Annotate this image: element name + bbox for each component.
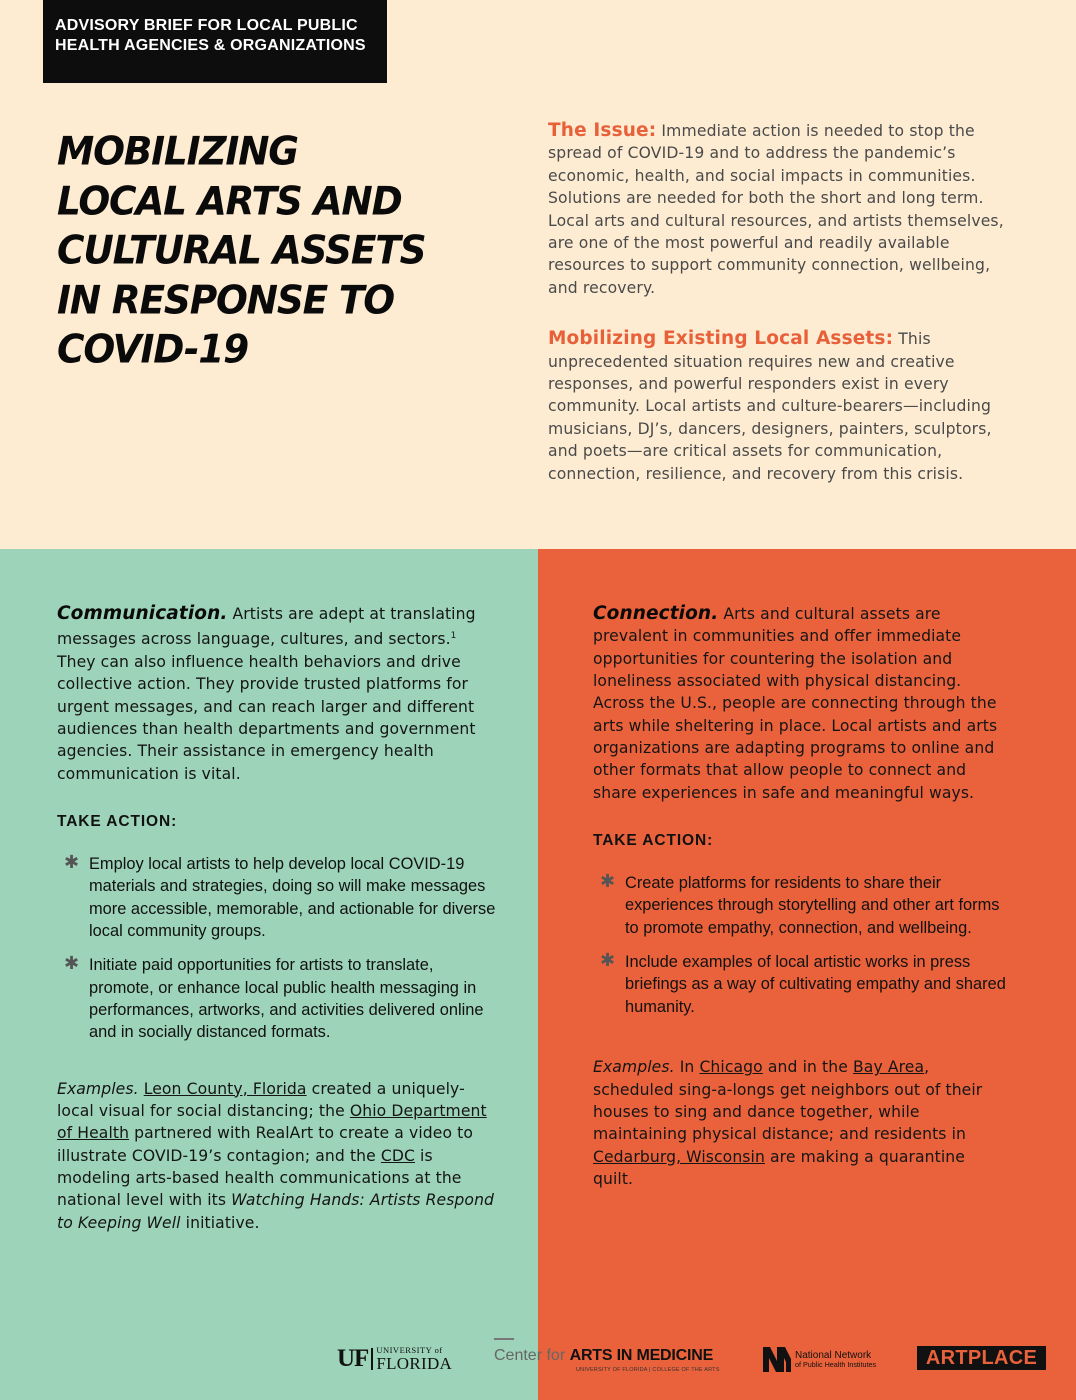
title-line: IN RESPONSE TO (57, 276, 394, 323)
title-line: LOCAL ARTS AND (57, 177, 402, 224)
page-title (57, 126, 497, 374)
communication-paragraph (57, 603, 497, 785)
link-ohio-department-of-health[interactable]: Ohio Department of Health (57, 1102, 487, 1143)
intro-section (548, 120, 1008, 485)
connection-examples (593, 1056, 1008, 1190)
title-line: MOBILIZING (57, 128, 298, 174)
examples-text: created a uniquely-local visual for social distancing; the (57, 1079, 465, 1121)
nnphi-wordmark (795, 1350, 876, 1369)
examples-text: are making a quarantine quilt. (593, 1147, 965, 1188)
title-line: CULTURAL ASSETS (57, 227, 426, 273)
assets-lead: Mobilizing Existing Local Assets: (548, 328, 894, 350)
footnote-marker: 1 (450, 631, 457, 642)
communication-lead: Communication. (57, 603, 228, 624)
action-text: Create platforms for residents to share their experiences through storytelling and other art forms to promote empathy, connection, and wellbeing. (625, 874, 1000, 937)
action-text: Employ local artists to help develop local COVID-19 materials and strategies, doing so will make messages more accessible, memorable, and actionable for diverse local community groups. (89, 854, 496, 940)
nnphi-line-2: of Public Health Institutes (795, 1359, 877, 1369)
aim-wordmark (494, 1345, 713, 1365)
examples-label: Examples. (593, 1058, 675, 1077)
communication-text: Artists are adept at translating messages across language, cultures, and sectors. (57, 605, 476, 649)
advisory-banner (43, 0, 387, 83)
examples-text: In (674, 1058, 700, 1077)
aim-bold-text: ARTS IN MEDICINE (569, 1347, 714, 1364)
examples-text: initiative. (180, 1213, 260, 1232)
initiative-name: Watching Hands: Artists Respond to Keeping Well (57, 1191, 495, 1232)
connection-paragraph (593, 603, 1008, 804)
take-action-heading: TAKE ACTION: (57, 812, 178, 830)
issue-text: Immediate action is needed to stop the spread of COVID-19 and to address the pandemic’s economic, health, and social impacts in communities. Solutions are needed for both the short and long term. Local arts and cultural resources, and artists themselves, are one of the most powerful and readily available resources to support community connection, wellbeing, and recovery. (548, 122, 1004, 297)
examples-text: is modeling arts-based health communications at the national level with its (57, 1146, 462, 1210)
list-item (57, 954, 497, 1043)
assets-paragraph (548, 328, 1008, 485)
list-item (593, 872, 1008, 939)
assets-text: This unprecedented situation requires new and creative responses, and powerful responders exist in every community. Local artists and culture-bearers—including musicians, DJ’s, dancers, designers, painters, sculptors, and poets—are critical assets for communication, connection, resilience, and recovery from this crisis. (548, 330, 992, 483)
uf-logo (337, 1341, 452, 1377)
action-text: Initiate paid opportunities for artists to translate, promote, or enhance local public health messaging in performances, artworks, and activities delivered online and in socially distanced formats. (89, 956, 484, 1042)
examples-text: , scheduled sing-a-longs get neighbors out of their houses to sing and dance together, while maintaining physical distance; and residents in (593, 1058, 983, 1144)
examples-text: and in the (762, 1058, 853, 1077)
link-cedarburg-wisconsin[interactable]: Cedarburg, Wisconsin (593, 1147, 765, 1166)
banner-line: ADVISORY BRIEF FOR LOCAL PUBLIC (55, 17, 358, 34)
asterisk-bullet-icon: ✱ (600, 950, 616, 971)
action-text: Include examples of local artistic works in press briefings as a way of cultivating empathy and shared humanity. (625, 953, 1006, 1016)
nnphi-mark-icon (762, 1345, 792, 1373)
asterisk-bullet-icon: ✱ (64, 953, 80, 974)
examples-label: Examples. (57, 1079, 139, 1098)
aim-subline: UNIVERSITY OF FLORIDA | COLLEGE OF THE ARTS (576, 1367, 720, 1373)
arts-in-medicine-logo (494, 1338, 734, 1374)
title-line: COVID-19 (57, 326, 249, 372)
connection-action-list (593, 872, 1008, 1018)
logo-divider (371, 1348, 373, 1370)
connection-text: Arts and cultural assets are prevalent in communities and offer immediate opportunities for countering the isolation and loneliness associated with physical distancing. Across the U.S., people are connecting through the arts while sheltering in place. Local artists and arts organizations are adapting programs to online and other formats that allow people to connect and share experiences in safe and meaningful ways. (593, 605, 998, 802)
list-item (57, 853, 497, 942)
connection-column (538, 549, 1076, 1400)
issue-lead: The Issue: (548, 120, 657, 141)
uf-monogram: UF (337, 1345, 369, 1372)
banner-line: HEALTH AGENCIES & ORGANIZATIONS (55, 37, 366, 54)
logo-rule (494, 1338, 514, 1340)
take-action-heading: TAKE ACTION: (593, 832, 714, 850)
communication-column (0, 549, 538, 1400)
examples-text: partnered with RealArt to create a video to illustrate COVID-19’s contagion; and the (57, 1124, 474, 1165)
communication-examples (57, 1078, 497, 1234)
link-leon-county[interactable]: Leon County, Florida (143, 1079, 307, 1098)
aim-center-text: Center for (494, 1347, 570, 1364)
asterisk-bullet-icon: ✱ (600, 871, 616, 892)
issue-paragraph (548, 120, 1008, 299)
uf-big-text: FLORIDA (376, 1353, 453, 1373)
uf-small-text: UNIVERSITY of (376, 1345, 443, 1356)
link-bay-area[interactable]: Bay Area (852, 1058, 925, 1077)
nnphi-logo (762, 1341, 876, 1377)
communication-action-list (57, 853, 497, 1044)
list-item (593, 951, 1008, 1018)
artplace-wordmark: ARTPLACE (925, 1346, 1038, 1369)
link-cdc[interactable]: CDC (380, 1146, 415, 1165)
artplace-logo (917, 1346, 1046, 1370)
asterisk-bullet-icon: ✱ (64, 851, 80, 872)
communication-text-2: They can also influence health behaviors and drive collective action. They provide trusted platforms for urgent messages, and can reach larger and different audiences than health departments and government agencies. Their assistance in emergency health communication is vital. (57, 652, 476, 783)
connection-lead: Connection. (593, 603, 719, 624)
uf-wordmark (376, 1346, 452, 1372)
link-chicago[interactable]: Chicago (699, 1058, 763, 1077)
nnphi-line-1: National Network (795, 1349, 872, 1361)
